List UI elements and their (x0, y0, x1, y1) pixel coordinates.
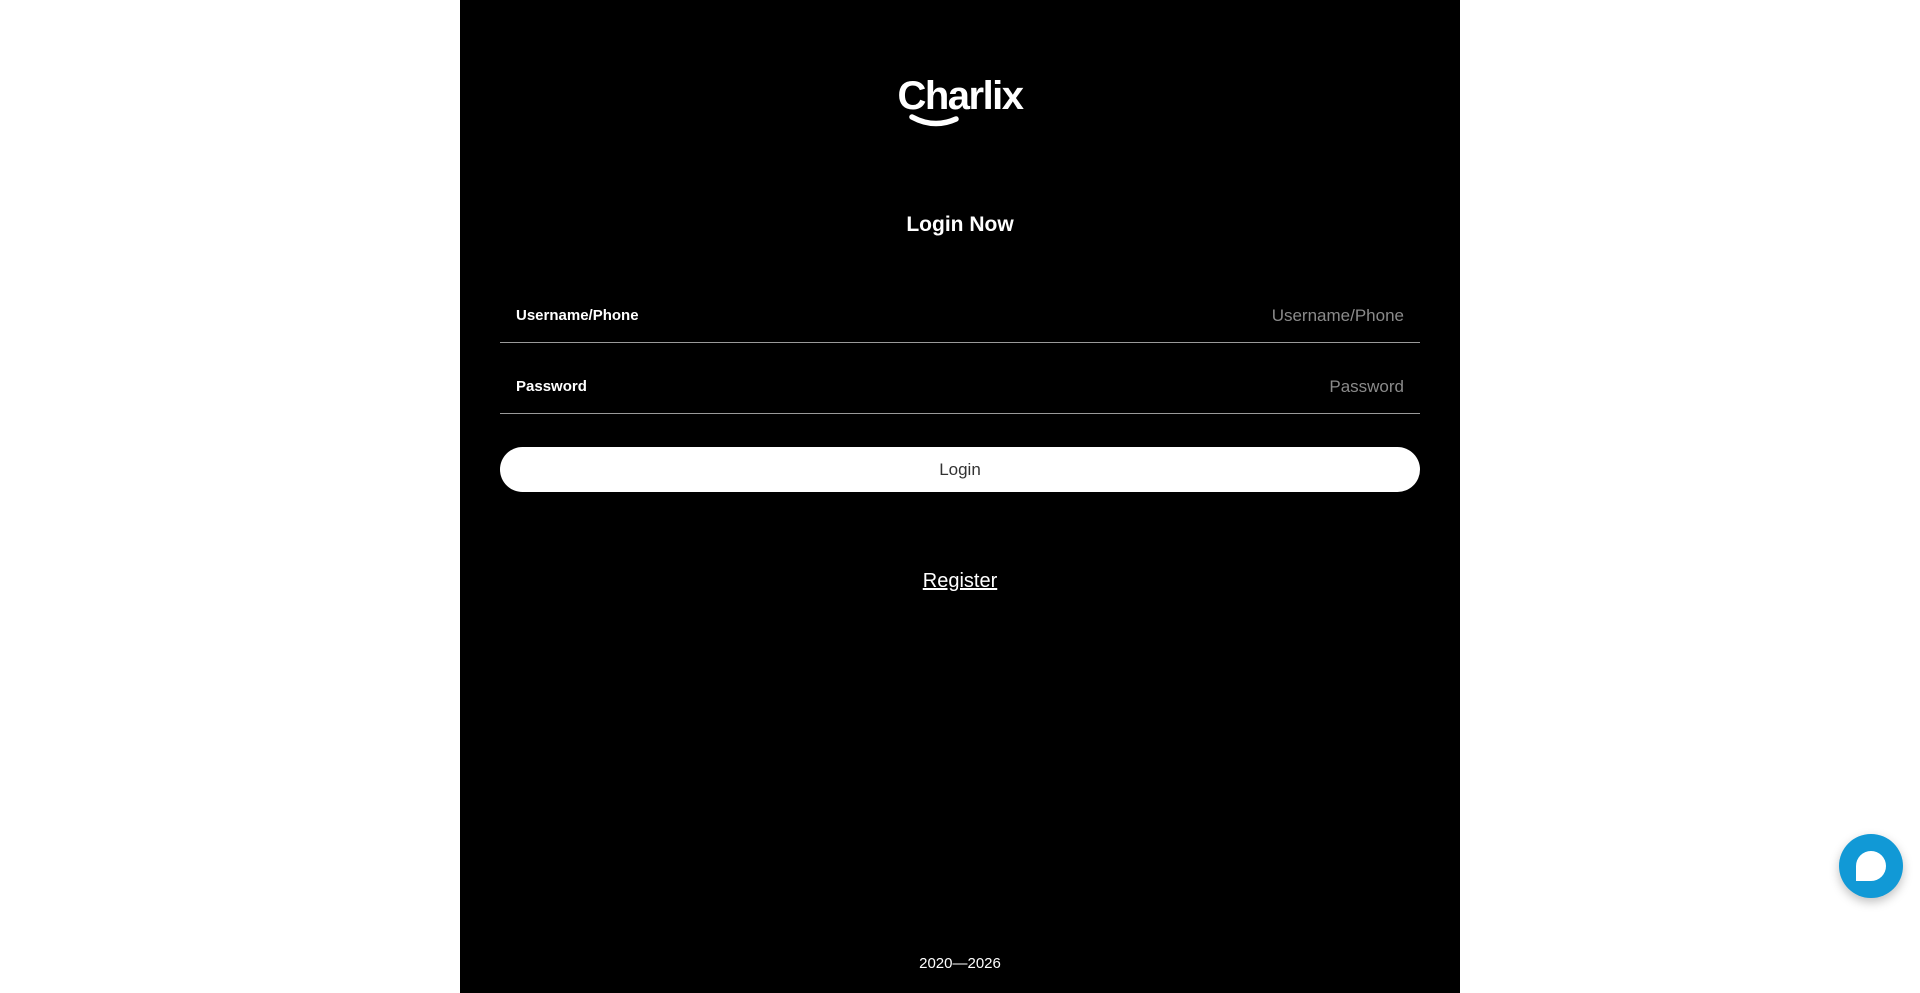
username-input[interactable] (659, 305, 1404, 327)
app-logo (897, 74, 1022, 130)
login-form (500, 238, 1420, 492)
register-link[interactable]: Register (922, 570, 998, 592)
login-button[interactable]: Login (500, 447, 1420, 492)
app-logo-text: Charlix (897, 74, 1023, 118)
password-field-row (500, 343, 1420, 414)
login-panel (460, 0, 1460, 993)
username-label: Username/Phone (516, 307, 639, 324)
password-label: Password (516, 378, 587, 395)
chat-widget-button[interactable] (1839, 834, 1903, 898)
copyright-text: 2020—2026 (919, 955, 1001, 972)
password-input[interactable] (607, 376, 1404, 398)
logo-smile-icon (909, 114, 959, 130)
page-title: Login Now (906, 213, 1014, 236)
chat-bubble-icon (1856, 851, 1886, 881)
username-field-row (500, 272, 1420, 343)
